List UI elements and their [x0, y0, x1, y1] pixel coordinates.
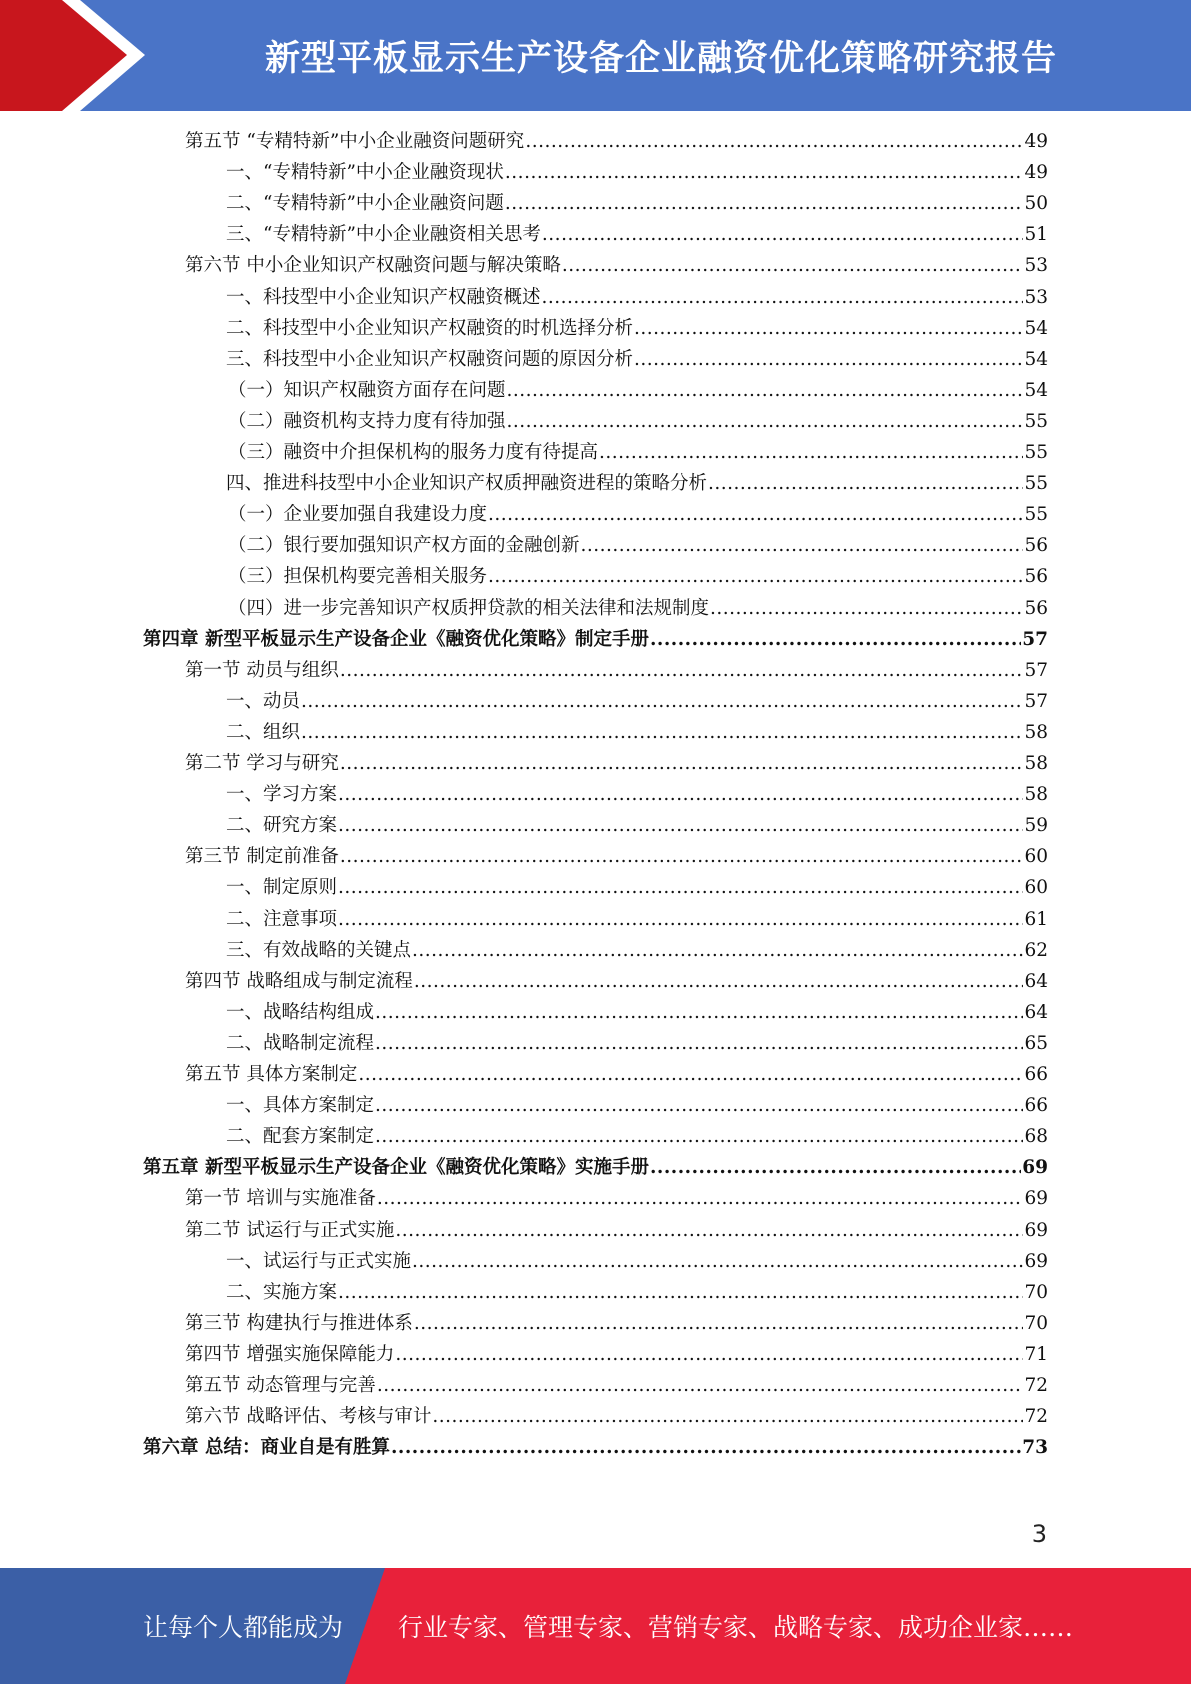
toc-entry-title: （三）担保机构要完善相关服务	[228, 566, 488, 587]
toc-leader-dots	[391, 1437, 1021, 1458]
toc-entry-title: 四、推进科技型中小企业知识产权质押融资进程的策略分析	[226, 473, 708, 494]
toc-entry-page: 56	[1024, 598, 1048, 619]
toc-leader-dots	[395, 1344, 1023, 1365]
toc-subsection-entry[interactable]	[226, 998, 1048, 1029]
toc-entry-title: 二、实施方案	[226, 1282, 338, 1303]
toc-subsection-entry[interactable]	[226, 220, 1048, 251]
toc-leader-dots	[340, 753, 1024, 774]
toc-entry-title: 第六章 总结：商业自是有胜算	[143, 1437, 390, 1458]
toc-entry-title: 第五节 动态管理与完善	[185, 1375, 376, 1396]
toc-entry-title: 一、“专精特新”中小企业融资现状	[226, 162, 504, 183]
toc-leader-dots	[301, 691, 1023, 712]
toc-subsection-entry[interactable]	[226, 469, 1048, 500]
toc-leader-dots	[412, 1251, 1023, 1272]
toc-subsection-entry[interactable]	[226, 687, 1048, 718]
footer-slogan-left: 让每个人都能成为	[143, 1613, 344, 1642]
toc-entry-page: 70	[1024, 1313, 1048, 1334]
toc-entry-page: 54	[1024, 380, 1048, 401]
toc-leader-dots	[414, 971, 1024, 992]
toc-entry-title: 第四章 新型平板显示生产设备企业《融资优化策略》制定手册	[143, 629, 649, 650]
toc-subsection-entry[interactable]	[226, 1278, 1048, 1309]
toc-leader-dots	[377, 1188, 1024, 1209]
toc-entry-page: 66	[1024, 1095, 1048, 1116]
toc-subsection-entry[interactable]	[228, 531, 1048, 562]
toc-entry-title: 第一节 培训与实施准备	[185, 1188, 376, 1209]
toc-leader-dots	[710, 598, 1023, 619]
toc-entry-page: 57	[1024, 660, 1048, 681]
toc-entry-page: 57	[1024, 691, 1048, 712]
toc-leader-dots	[650, 1157, 1021, 1178]
toc-entry-page: 64	[1024, 971, 1048, 992]
page-number: 3	[1031, 1520, 1047, 1548]
toc-leader-dots	[395, 1220, 1023, 1241]
toc-subsection-entry[interactable]	[226, 1247, 1048, 1278]
toc-entry-page: 65	[1024, 1033, 1048, 1054]
toc-subsection-entry[interactable]	[226, 1029, 1048, 1060]
toc-entry-page: 51	[1024, 224, 1048, 245]
document-title: 新型平板显示生产设备企业融资优化策略研究报告	[264, 38, 1057, 79]
toc-entry-page: 69	[1024, 1220, 1048, 1241]
toc-leader-dots	[634, 349, 1023, 370]
toc-leader-dots	[505, 193, 1024, 214]
toc-subsection-entry[interactable]	[226, 314, 1048, 345]
toc-leader-dots	[338, 877, 1023, 898]
toc-entry-page: 66	[1024, 1064, 1048, 1085]
toc-entry-page: 69	[1022, 1157, 1048, 1178]
toc-entry-title: 第六节 中小企业知识产权融资问题与解决策略	[185, 255, 561, 276]
toc-leader-dots	[375, 1002, 1023, 1023]
toc-entry-title: 二、“专精特新”中小企业融资问题	[226, 193, 504, 214]
toc-subsection-entry[interactable]	[228, 562, 1048, 593]
toc-section-entry[interactable]	[185, 967, 1048, 998]
toc-entry-title: 二、研究方案	[226, 815, 338, 836]
toc-leader-dots	[338, 1282, 1023, 1303]
toc-subsection-entry[interactable]	[226, 936, 1048, 967]
toc-subsection-entry[interactable]	[226, 283, 1048, 314]
toc-section-entry[interactable]	[185, 1402, 1048, 1433]
toc-subsection-entry[interactable]	[226, 718, 1048, 749]
toc-leader-dots	[340, 846, 1024, 867]
toc-leader-dots	[301, 722, 1023, 743]
toc-entry-title: 一、具体方案制定	[226, 1095, 375, 1116]
toc-entry-title: 第五章 新型平板显示生产设备企业《融资优化策略》实施手册	[143, 1157, 649, 1178]
toc-entry-title: 二、组织	[226, 722, 301, 743]
toc-entry-title: 第三节 构建执行与推进体系	[185, 1313, 413, 1334]
toc-entry-page: 55	[1024, 411, 1048, 432]
toc-subsection-entry[interactable]	[226, 1091, 1048, 1122]
toc-entry-title: 第二节 试运行与正式实施	[185, 1220, 395, 1241]
toc-entry-page: 49	[1024, 162, 1048, 183]
toc-subsection-entry[interactable]	[228, 376, 1048, 407]
toc-leader-dots	[507, 411, 1024, 432]
toc-entry-page: 54	[1024, 349, 1048, 370]
toc-entry-page: 56	[1024, 566, 1048, 587]
toc-entry-page: 62	[1024, 940, 1048, 961]
toc-entry-title: 三、科技型中小企业知识产权融资问题的原因分析	[226, 349, 634, 370]
toc-section-entry[interactable]	[185, 1371, 1048, 1402]
toc-chapter-entry[interactable]	[143, 1433, 1048, 1464]
toc-entry-page: 72	[1024, 1375, 1048, 1396]
toc-subsection-entry[interactable]	[228, 438, 1048, 469]
toc-leader-dots	[338, 815, 1023, 836]
toc-entry-title: 二、科技型中小企业知识产权融资的时机选择分析	[226, 318, 634, 339]
toc-entry-page: 71	[1024, 1344, 1048, 1365]
toc-section-entry[interactable]	[185, 127, 1048, 158]
toc-leader-dots	[375, 1126, 1023, 1147]
toc-entry-page: 59	[1024, 815, 1048, 836]
toc-entry-page: 61	[1024, 909, 1048, 930]
toc-entry-title: 一、动员	[226, 691, 301, 712]
toc-entry-page: 64	[1024, 1002, 1048, 1023]
header-banner	[0, 0, 1191, 111]
toc-leader-dots	[505, 162, 1024, 183]
toc-entry-page: 49	[1024, 131, 1048, 152]
toc-leader-dots	[375, 1033, 1023, 1054]
toc-leader-dots	[488, 566, 1023, 587]
toc-entry-title: 第四节 战略组成与制定流程	[185, 971, 413, 992]
toc-entry-title: （二）银行要加强知识产权方面的金融创新	[228, 535, 580, 556]
toc-entry-page: 58	[1024, 722, 1048, 743]
toc-subsection-entry[interactable]	[226, 780, 1048, 811]
toc-leader-dots	[599, 442, 1023, 463]
toc-leader-dots	[507, 380, 1024, 401]
toc-entry-page: 55	[1024, 504, 1048, 525]
toc-subsection-entry[interactable]	[226, 873, 1048, 904]
toc-section-entry[interactable]	[185, 1184, 1048, 1215]
toc-leader-dots	[414, 1313, 1024, 1334]
toc-entry-page: 69	[1024, 1188, 1048, 1209]
toc-subsection-entry[interactable]	[226, 345, 1048, 376]
toc-entry-page: 60	[1024, 846, 1048, 867]
toc-entry-page: 54	[1024, 318, 1048, 339]
toc-leader-dots	[432, 1406, 1023, 1427]
toc-section-entry[interactable]	[185, 1340, 1048, 1371]
toc-entry-title: （一）知识产权融资方面存在问题	[228, 380, 506, 401]
toc-entry-page: 72	[1024, 1406, 1048, 1427]
toc-leader-dots	[338, 784, 1023, 805]
toc-entry-title: 三、有效战略的关键点	[226, 940, 412, 961]
toc-entry-title: （四）进一步完善知识产权质押贷款的相关法律和法规制度	[228, 598, 710, 619]
toc-leader-dots	[488, 504, 1023, 525]
toc-entry-page: 69	[1024, 1251, 1048, 1272]
toc-subsection-entry[interactable]	[226, 189, 1048, 220]
toc-section-entry[interactable]	[185, 656, 1048, 687]
toc-entry-page: 53	[1024, 287, 1048, 308]
toc-leader-dots	[562, 255, 1024, 276]
toc-section-entry[interactable]	[185, 842, 1048, 873]
toc-entry-title: 一、试运行与正式实施	[226, 1251, 412, 1272]
toc-leader-dots	[412, 940, 1023, 961]
toc-entry-title: 二、注意事项	[226, 909, 338, 930]
toc-entry-page: 60	[1024, 877, 1048, 898]
toc-entry-page: 58	[1024, 784, 1048, 805]
footer-slogan-right: 行业专家、管理专家、营销专家、战略专家、成功企业家……	[398, 1613, 1074, 1642]
toc-entry-title: 一、学习方案	[226, 784, 338, 805]
toc-section-entry[interactable]	[185, 1060, 1048, 1091]
toc-entry-page: 50	[1024, 193, 1048, 214]
footer-banner	[0, 1568, 1191, 1684]
toc-entry-title: 第五节 “专精特新”中小企业融资问题研究	[185, 131, 525, 152]
toc-leader-dots	[650, 629, 1021, 650]
toc-entry-title: （一）企业要加强自我建设力度	[228, 504, 488, 525]
toc-entry-title: 二、配套方案制定	[226, 1126, 375, 1147]
toc-entry-title: 第五节 具体方案制定	[185, 1064, 358, 1085]
toc-entry-title: 第六节 战略评估、考核与审计	[185, 1406, 432, 1427]
toc-entry-title: 一、制定原则	[226, 877, 338, 898]
toc-entry-page: 57	[1022, 629, 1048, 650]
toc-chapter-entry[interactable]	[143, 625, 1048, 656]
toc-leader-dots	[377, 1375, 1024, 1396]
toc-leader-dots	[581, 535, 1024, 556]
toc-leader-dots	[542, 224, 1024, 245]
toc-section-entry[interactable]	[185, 1309, 1048, 1340]
toc-entry-page: 58	[1024, 753, 1048, 774]
toc-leader-dots	[634, 318, 1023, 339]
toc-section-entry[interactable]	[185, 749, 1048, 780]
toc-entry-page: 68	[1024, 1126, 1048, 1147]
toc-leader-dots	[358, 1064, 1023, 1085]
toc-entry-page: 70	[1024, 1282, 1048, 1303]
toc-entry-title: 一、战略结构组成	[226, 1002, 375, 1023]
toc-entry-title: 第二节 学习与研究	[185, 753, 339, 774]
toc-entry-page: 56	[1024, 535, 1048, 556]
toc-entry-title: 第三节 制定前准备	[185, 846, 339, 867]
toc-leader-dots	[525, 131, 1023, 152]
toc-leader-dots	[708, 473, 1023, 494]
toc-leader-dots	[542, 287, 1024, 308]
toc-entry-page: 55	[1024, 473, 1048, 494]
toc-leader-dots	[375, 1095, 1023, 1116]
toc-leader-dots	[340, 660, 1024, 681]
toc-entry-title: 第四节 增强实施保障能力	[185, 1344, 395, 1365]
toc-entry-title: 第一节 动员与组织	[185, 660, 339, 681]
toc-section-entry[interactable]	[185, 1216, 1048, 1247]
toc-subsection-entry[interactable]	[226, 158, 1048, 189]
toc-entry-page: 55	[1024, 442, 1048, 463]
toc-subsection-entry[interactable]	[226, 1122, 1048, 1153]
toc-subsection-entry[interactable]	[226, 811, 1048, 842]
toc-entry-page: 53	[1024, 255, 1048, 276]
toc-entry-title: 一、科技型中小企业知识产权融资概述	[226, 287, 541, 308]
toc-section-entry[interactable]	[185, 251, 1048, 282]
toc-entry-title: 二、战略制定流程	[226, 1033, 375, 1054]
toc-entry-title: （三）融资中介担保机构的服务力度有待提高	[228, 442, 599, 463]
toc-entry-page: 73	[1022, 1437, 1048, 1458]
toc-chapter-entry[interactable]	[143, 1153, 1048, 1184]
toc-subsection-entry[interactable]	[228, 407, 1048, 438]
toc-leader-dots	[338, 909, 1023, 930]
toc-subsection-entry[interactable]	[226, 905, 1048, 936]
toc-entry-title: 三、“专精特新”中小企业融资相关思考	[226, 224, 541, 245]
toc-entry-title: （二）融资机构支持力度有待加强	[228, 411, 506, 432]
toc-subsection-entry[interactable]	[228, 594, 1048, 625]
toc-subsection-entry[interactable]	[228, 500, 1048, 531]
